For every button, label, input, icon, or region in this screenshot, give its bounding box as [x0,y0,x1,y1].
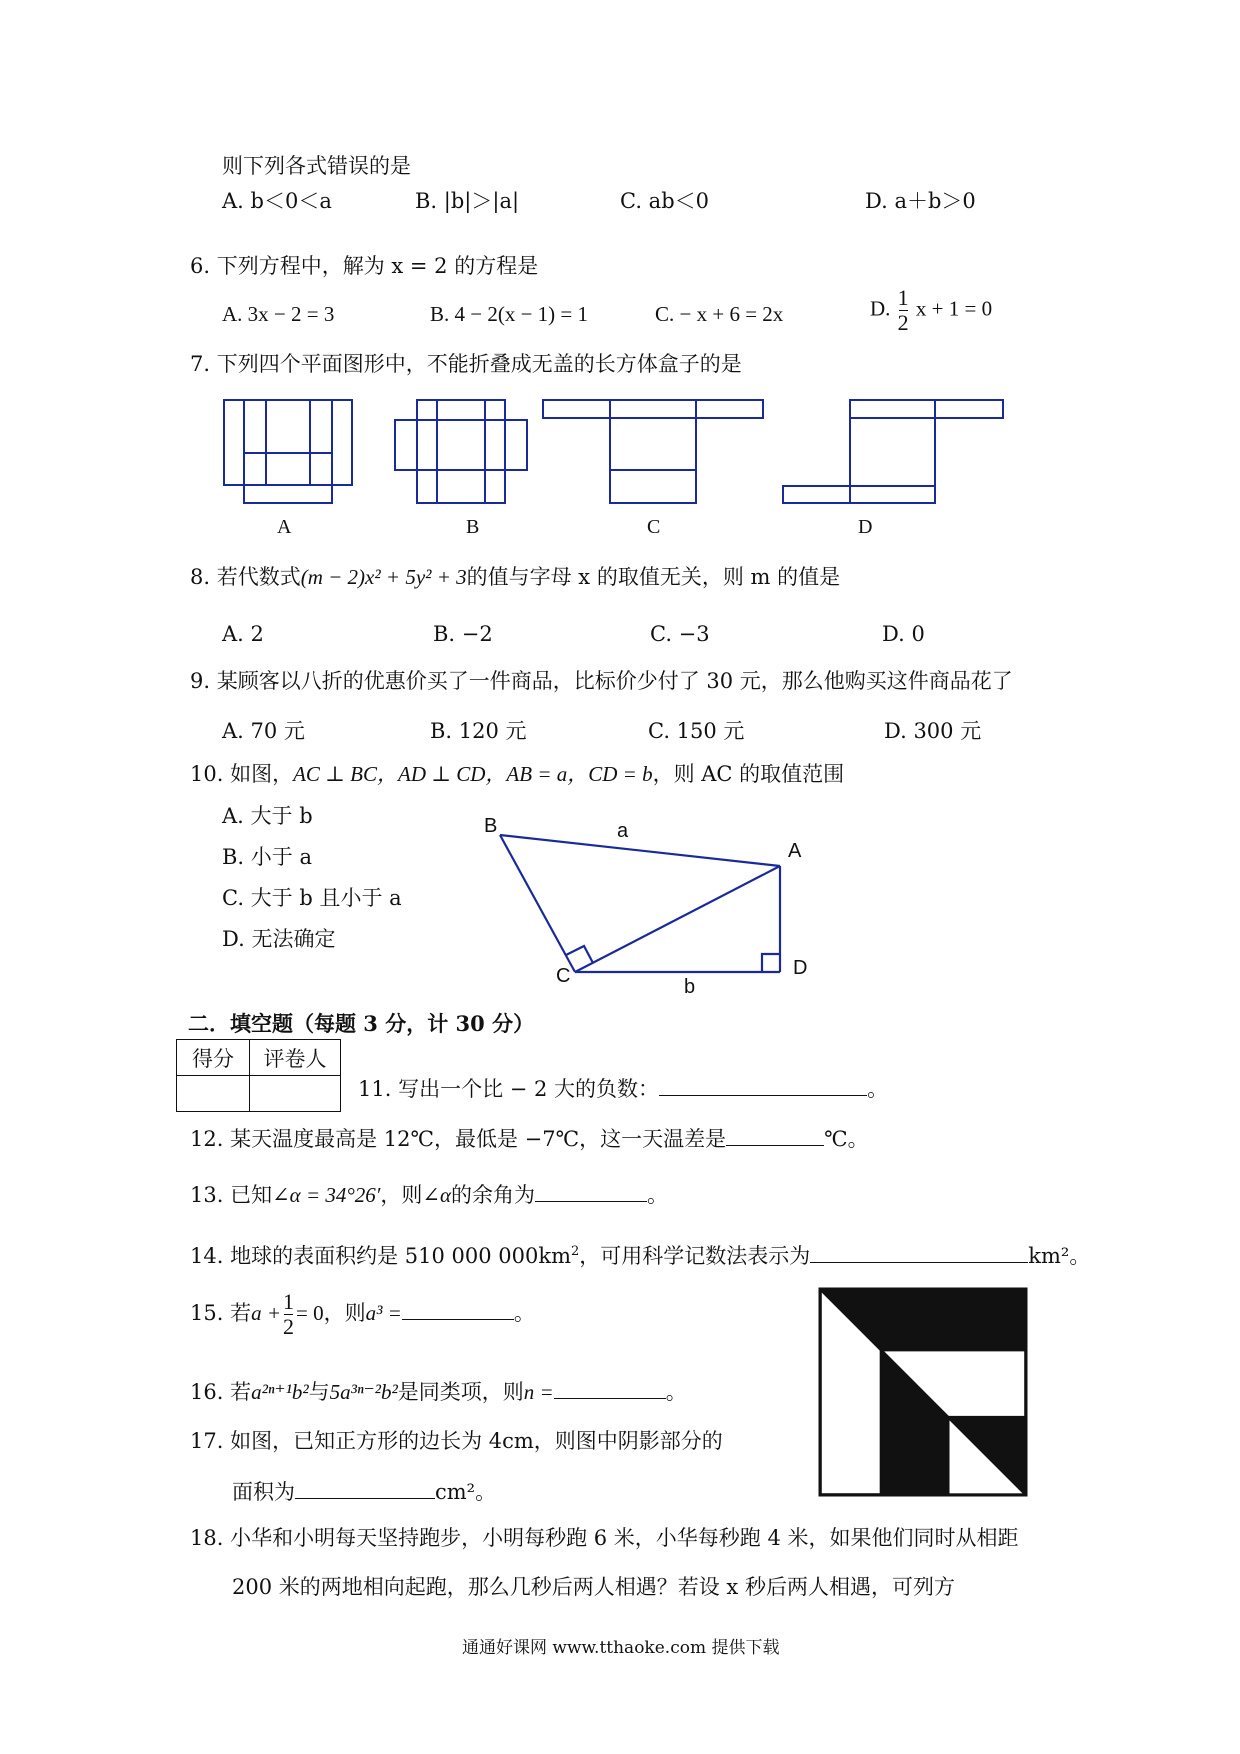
q13-mid: ，则 [380,1183,423,1207]
q10-label-a: A [788,840,802,862]
q16-answer-blank[interactable] [554,1376,666,1399]
q18-line2: 200 米的两地相向起跑，那么几秒后两人相遇？若设 x 秒后两人相遇，可列方 [232,1575,955,1599]
q15-end: 。 [513,1301,535,1325]
q15-frac-num: 1 [283,1289,294,1314]
q10-option-c: C. 大于 b 且小于 a [222,886,402,910]
q10-option-a: A. 大于 b [222,804,313,828]
q8-stem [190,563,840,591]
q7-label-d: D [858,516,873,538]
score-cell [177,1076,250,1112]
q16-post: 是同类项，则 [397,1380,524,1404]
score-table [176,1039,341,1112]
section-2-title: 二．填空题（每题 3 分，计 30 分） [188,1011,535,1036]
q16 [190,1376,687,1406]
q12-end: ℃。 [824,1127,869,1151]
grader-cell [250,1076,341,1112]
q13-angle: ∠α [422,1183,451,1207]
q11-end: 。 [867,1077,889,1101]
q10-stem [190,760,844,788]
q13-end: 。 [646,1183,668,1207]
q13-pre: 13. 已知 [190,1183,273,1207]
q13 [190,1179,668,1209]
q6-option-d [870,286,992,335]
q9-option-c: C. 150 元 [648,719,745,743]
q8-expression: (m − 2)x² + 5y² + 3 [300,565,467,589]
q11-text: 11. 写出一个比 − 2 大的负数： [358,1077,660,1101]
q15-fraction [283,1290,294,1339]
q15-a3: a³ = [365,1301,402,1325]
q13-expression: ∠α = 34°26′ [272,1183,381,1207]
q13-post: 的余角为 [450,1183,535,1207]
q10-option-b: B. 小于 a [222,845,312,869]
q10-triangle-figure [0,820,1240,1020]
q15-pre: 15. 若 [190,1301,252,1325]
q11-answer-blank[interactable] [659,1073,867,1096]
q9-option-a: A. 70 元 [222,719,305,743]
q17-answer-blank[interactable] [295,1476,435,1499]
q14-end: km²。 [1028,1244,1091,1268]
q16-term1: a²ⁿ⁺¹b² [251,1380,309,1404]
q6-option-b: B. 4 − 2(x − 1) = 1 [430,302,589,326]
q7-label-c: C [647,516,661,538]
q14-answer-blank[interactable] [810,1240,1028,1263]
q10-label-c: C [556,965,571,987]
q16-pre: 16. 若 [190,1380,252,1404]
page-footer: 通通好课网 www.tthaoke.com 提供下载 [462,1638,780,1658]
q6-option-d-fraction [898,286,909,335]
q8-option-d: D. 0 [882,622,925,646]
q14-post: ，可用科学记数法表示为 [579,1244,811,1268]
q16-end: 。 [665,1380,687,1404]
q8-stem-post: 的值与字母 x 的取值无关，则 m 的值是 [466,565,841,589]
q9-stem: 9. 某顾客以八折的优惠价买了一件商品，比标价少付了 30 元，那么他购买这件商品花了 [190,669,1013,693]
q8-option-b: B. −2 [433,622,493,646]
q8-stem-pre: 8. 若代数式 [190,565,301,589]
q6-frac-den: 2 [897,310,909,335]
q12-text: 12. 某天温度最高是 12℃，最低是 −7℃，这一天温差是 [190,1127,727,1151]
q8-option-a: A. 2 [222,622,264,646]
q17-line1: 17. 如图，已知正方形的边长为 4cm，则图中阴影部分的 [190,1429,723,1453]
q7-nets-figure [0,395,1240,515]
net-d-figure [783,400,1003,503]
q10-option-d: D. 无法确定 [222,927,336,951]
score-table-header-grader: 评卷人 [250,1040,341,1076]
q17-end: cm²。 [435,1480,497,1504]
q5-stem-tail: 则下列各式错误的是 [222,154,411,178]
q12-answer-blank[interactable] [726,1123,824,1146]
q18-line1: 18. 小华和小明每天坚持跑步，小明每秒跑 6 米，小华每秒跑 4 米，如果他们同时从相距 [190,1526,1019,1550]
q6-option-d-tail: x + 1 = 0 [915,296,993,321]
q15-answer-blank[interactable] [402,1297,514,1320]
q11 [358,1073,888,1103]
q10-stem-pre: 10. 如图， [190,762,294,786]
q17-line2-text: 面积为 [232,1480,295,1504]
q7-label-a: A [277,516,292,538]
q7-stem: 7. 下列四个平面图形中，不能折叠成无盖的长方体盒子的是 [190,352,742,376]
q15-frac-den: 2 [283,1314,294,1339]
q5-option-d: D. a＋b＞0 [865,189,976,213]
q5-option-c: C. ab＜0 [620,189,709,213]
net-c-figure [543,400,763,503]
q12 [190,1123,869,1153]
q10-label-a-segment: a [617,820,629,842]
q15-eq: = 0，则 [296,1301,366,1325]
q9-option-d: D. 300 元 [884,719,982,743]
q14-sup: 2 [570,1244,580,1259]
q14 [190,1240,1090,1270]
q8-option-c: C. −3 [650,622,710,646]
q13-answer-blank[interactable] [535,1179,647,1202]
q10-conditions: AC ⊥ BC，AD ⊥ CD，AB = a，CD = b [293,762,653,786]
q10-label-b-segment: b [684,976,696,998]
q10-label-b: B [484,815,498,837]
q15 [190,1290,535,1339]
q6-option-d-letter: D. [870,296,891,321]
q16-mid: 与 [308,1380,330,1404]
q15-a: a + [251,1301,281,1325]
q16-term2: 5a³ⁿ⁻²b² [329,1380,398,1404]
net-a-figure [224,400,352,503]
score-table-header-score: 得分 [177,1040,250,1076]
q6-frac-num: 1 [897,285,909,310]
q17-square-figure [818,1287,1028,1497]
q6-stem: 6. 下列方程中，解为 x = 2 的方程是 [190,254,539,278]
q5-option-b: B. |b|＞|a| [415,189,520,213]
q6-option-c: C. − x + 6 = 2x [655,302,784,326]
q14-pre: 14. 地球的表面积约是 510 000 000km [190,1244,571,1268]
q17-line2 [232,1476,496,1506]
q5-option-a: A. b＜0＜a [222,189,332,213]
net-b-figure [395,400,527,503]
q10-label-d: D [793,957,808,979]
q16-n: n = [523,1380,554,1404]
q9-option-b: B. 120 元 [430,719,527,743]
q7-label-b: B [466,516,480,538]
q10-stem-post: ，则 AC 的取值范围 [652,762,845,786]
q6-option-a: A. 3x − 2 = 3 [222,302,335,326]
